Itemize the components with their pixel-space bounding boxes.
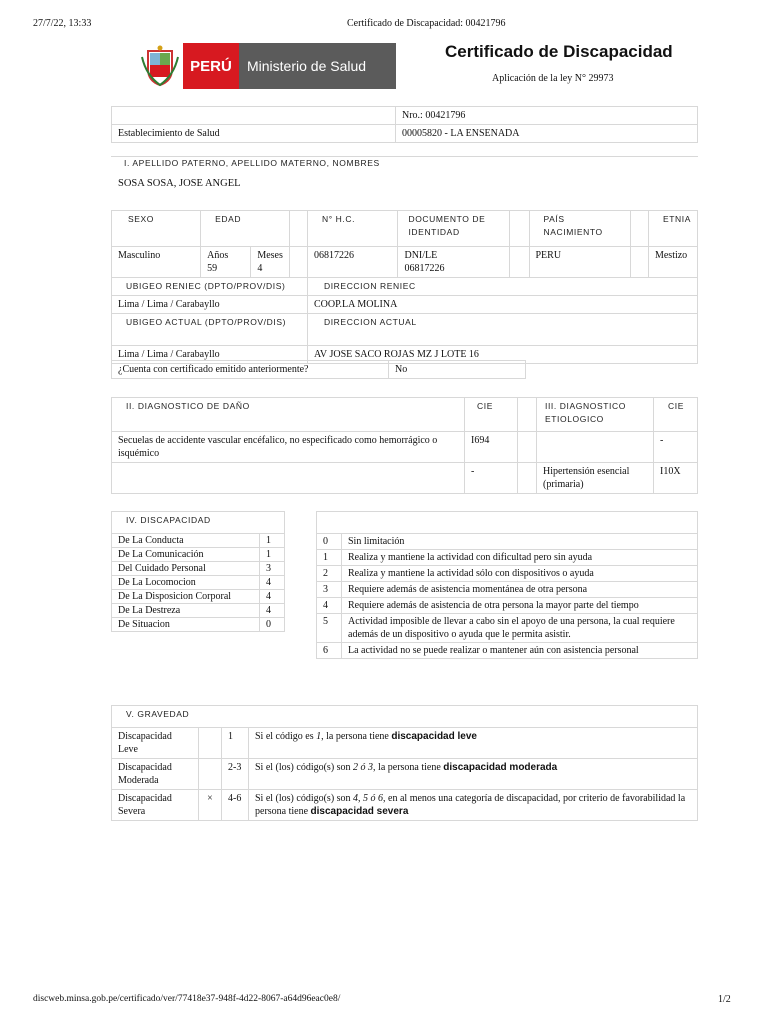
- severity-result: discapacidad moderada: [443, 762, 558, 773]
- coat-of-arms-icon: [140, 45, 180, 87]
- etnia-value: Mestizo: [648, 247, 697, 278]
- severity-table: [111, 705, 698, 821]
- severity-label: Discapacidad Leve: [112, 728, 199, 759]
- personal-data-table: [111, 210, 698, 364]
- etio-row-cie: -: [465, 463, 518, 494]
- peru-label: PERÚ: [183, 43, 239, 89]
- severity-codes: 1: [316, 731, 322, 742]
- severity-text-pre: Si el (los) código(s) son: [255, 762, 354, 773]
- dano-description: Secuelas de accidente vascular encéfalico, no especificado como hemorrágico o isquémico: [112, 432, 465, 463]
- sexo-header: SEXO: [128, 214, 155, 224]
- legend-row: [317, 598, 698, 614]
- disability-category: De La Conducta: [112, 534, 260, 548]
- severity-mark: [199, 759, 222, 790]
- legend-row: [317, 582, 698, 598]
- severity-code: 4-6: [222, 790, 249, 821]
- severity-codes: 2 ó 3: [353, 762, 374, 773]
- severity-result: discapacidad leve: [391, 731, 477, 742]
- disability-category: De Situacion: [112, 618, 260, 632]
- disability-category: De La Comunicación: [112, 548, 260, 562]
- legend-row: [317, 643, 698, 659]
- legend-code: 6: [317, 643, 342, 659]
- ministry-logo: [140, 43, 396, 89]
- patient-name: SOSA SOSA, JOSE ANGEL: [118, 178, 241, 189]
- severity-result: discapacidad severa: [310, 806, 409, 817]
- severity-row: [112, 790, 698, 821]
- severity-mark: ×: [199, 790, 222, 821]
- legend-code: 0: [317, 534, 342, 550]
- severity-text-pre: Si el (los) código(s) son: [255, 793, 354, 804]
- disability-row: [112, 548, 285, 562]
- footer-url: discweb.minsa.gob.pe/certificado/ver/77418e37-948f-4d22-8067-a64d96eac0e8/: [33, 994, 341, 1004]
- ubigeo-actual-value: Lima / Lima / Carabayllo: [112, 346, 308, 364]
- disability-heading: IV. DISCAPACIDAD: [126, 515, 211, 525]
- document-subtitle: Aplicación de la ley N° 29973: [492, 73, 614, 84]
- previous-certificate-answer: No: [389, 361, 526, 379]
- section1-heading: I. APELLIDO PATERNO, APELLIDO MATERNO, NOMBRES: [124, 158, 380, 168]
- disability-value: 3: [260, 562, 285, 576]
- severity-mark: [199, 728, 222, 759]
- severity-text-mid: , la persona tiene: [373, 762, 444, 773]
- diagnostico-etiologico-header: III. DIAGNOSTICO ETIOLOGICO: [545, 401, 626, 424]
- legend-text: Actividad imposible de llevar a cabo sin el apoyo de una persona, la cual requiere además de un dispositivo o ayuda que le permita asistir.: [342, 614, 698, 643]
- print-datetime: 27/7/22, 13:33: [33, 18, 92, 29]
- certificate-number: Nro.: 00421796: [396, 107, 698, 125]
- edad-header: EDAD: [215, 214, 242, 224]
- legend-text: La actividad no se puede realizar o mantener aún con asistencia personal: [342, 643, 698, 659]
- dano-cie-secondary: -: [654, 432, 698, 463]
- disability-value: 1: [260, 534, 285, 548]
- severity-row: [112, 759, 698, 790]
- document-title: Certificado de Discapacidad: [445, 42, 673, 61]
- page-number: 1/2: [718, 994, 731, 1005]
- severity-heading: V. GRAVEDAD: [126, 709, 190, 719]
- establishment-label: Establecimiento de Salud: [112, 125, 396, 143]
- meses-label: Meses: [257, 250, 283, 261]
- legend-row: [317, 534, 698, 550]
- cie-header: CIE: [477, 401, 493, 411]
- previous-certificate-table: [111, 360, 526, 379]
- disability-table: [111, 511, 285, 632]
- severity-text-mid: , la persona tiene: [321, 731, 392, 742]
- disability-value: 1: [260, 548, 285, 562]
- severity-text-mid: , en al menos una categoría de discapacidad, por criterio de favorabilidad la persona tiene: [255, 793, 686, 817]
- pais-header: PAÍS NACIMIENTO: [543, 214, 603, 237]
- sexo-value: Masculino: [112, 247, 201, 278]
- establishment-table: [111, 106, 698, 143]
- anos-value: 59: [207, 263, 218, 274]
- diagnostico-dano-header: II. DIAGNOSTICO DE DAÑO: [126, 401, 250, 411]
- legend-text: Realiza y mantiene la actividad sólo con dispositivos o ayuda: [342, 566, 698, 582]
- establishment-value: 00005820 - LA ENSENADA: [396, 125, 698, 143]
- disability-legend-table: [316, 511, 698, 659]
- severity-description: [249, 759, 698, 790]
- direccion-reniec-value: COOP.LA MOLINA: [307, 296, 697, 314]
- pais-value: PERU: [529, 247, 630, 278]
- disability-row: [112, 590, 285, 604]
- severity-text-pre: Si el código es: [255, 731, 317, 742]
- legend-text: Sin limitación: [342, 534, 698, 550]
- disability-value: 4: [260, 604, 285, 618]
- severity-code: 1: [222, 728, 249, 759]
- print-title: Certificado de Discapacidad: 00421796: [347, 18, 506, 29]
- severity-label: Discapacidad Severa: [112, 790, 199, 821]
- disability-category: Del Cuidado Personal: [112, 562, 260, 576]
- disability-value: 4: [260, 576, 285, 590]
- disability-value: 4: [260, 590, 285, 604]
- legend-text: Requiere además de asistencia momentánea de otra persona: [342, 582, 698, 598]
- disability-row: [112, 618, 285, 632]
- legend-code: 3: [317, 582, 342, 598]
- ubigeo-reniec-value: Lima / Lima / Carabayllo: [112, 296, 308, 314]
- disability-category: De La Locomocion: [112, 576, 260, 590]
- hc-value: 06817226: [307, 247, 397, 278]
- anos-label: Años: [207, 250, 229, 261]
- doc-type: DNI/LE: [404, 250, 438, 261]
- disability-category: De La Destreza: [112, 604, 260, 618]
- direccion-actual-value: AV JOSE SACO ROJAS MZ J LOTE 16: [307, 346, 697, 364]
- direccion-actual-header: DIRECCION ACTUAL: [323, 317, 417, 327]
- ubigeo-reniec-header: UBIGEO RENIEC (DPTO/PROV/DIS): [126, 281, 286, 291]
- legend-text: Requiere además de asistencia de otra persona la mayor parte del tiempo: [342, 598, 698, 614]
- legend-code: 5: [317, 614, 342, 643]
- legend-code: 1: [317, 550, 342, 566]
- legend-code: 2: [317, 566, 342, 582]
- severity-description: [249, 728, 698, 759]
- ubigeo-actual-header: UBIGEO ACTUAL (DPTO/PROV/DIS): [126, 317, 287, 327]
- ministry-label: Ministerio de Salud: [239, 43, 396, 89]
- legend-text: Realiza y mantiene la actividad con dificultad pero sin ayuda: [342, 550, 698, 566]
- disability-row: [112, 604, 285, 618]
- severity-description: [249, 790, 698, 821]
- meses-value: 4: [257, 263, 263, 274]
- etio-description: Hipertensión esencial (primaria): [537, 463, 654, 494]
- disability-category: De La Disposicion Corporal: [112, 590, 260, 604]
- disability-value: 0: [260, 618, 285, 632]
- disability-row: [112, 534, 285, 548]
- diagnosis-table: [111, 397, 698, 494]
- severity-label: Discapacidad Moderada: [112, 759, 199, 790]
- dano-cie: I694: [465, 432, 518, 463]
- legend-row: [317, 550, 698, 566]
- etio-cie: I10X: [654, 463, 698, 494]
- severity-row: [112, 728, 698, 759]
- disability-row: [112, 562, 285, 576]
- doc-number: 06817226: [404, 263, 445, 274]
- cie2-header: CIE: [668, 401, 684, 411]
- severity-code: 2-3: [222, 759, 249, 790]
- severity-codes: 4, 5 ó 6: [353, 793, 384, 804]
- direccion-reniec-header: DIRECCION RENIEC: [323, 281, 416, 291]
- legend-row: [317, 614, 698, 643]
- hc-header: N° H.C.: [321, 214, 356, 224]
- documento-header: DOCUMENTO DE IDENTIDAD: [408, 214, 486, 237]
- previous-certificate-question: ¿Cuenta con certificado emitido anteriormente?: [112, 361, 389, 379]
- disability-row: [112, 576, 285, 590]
- etnia-header: ETNIA: [662, 214, 691, 224]
- legend-code: 4: [317, 598, 342, 614]
- legend-row: [317, 566, 698, 582]
